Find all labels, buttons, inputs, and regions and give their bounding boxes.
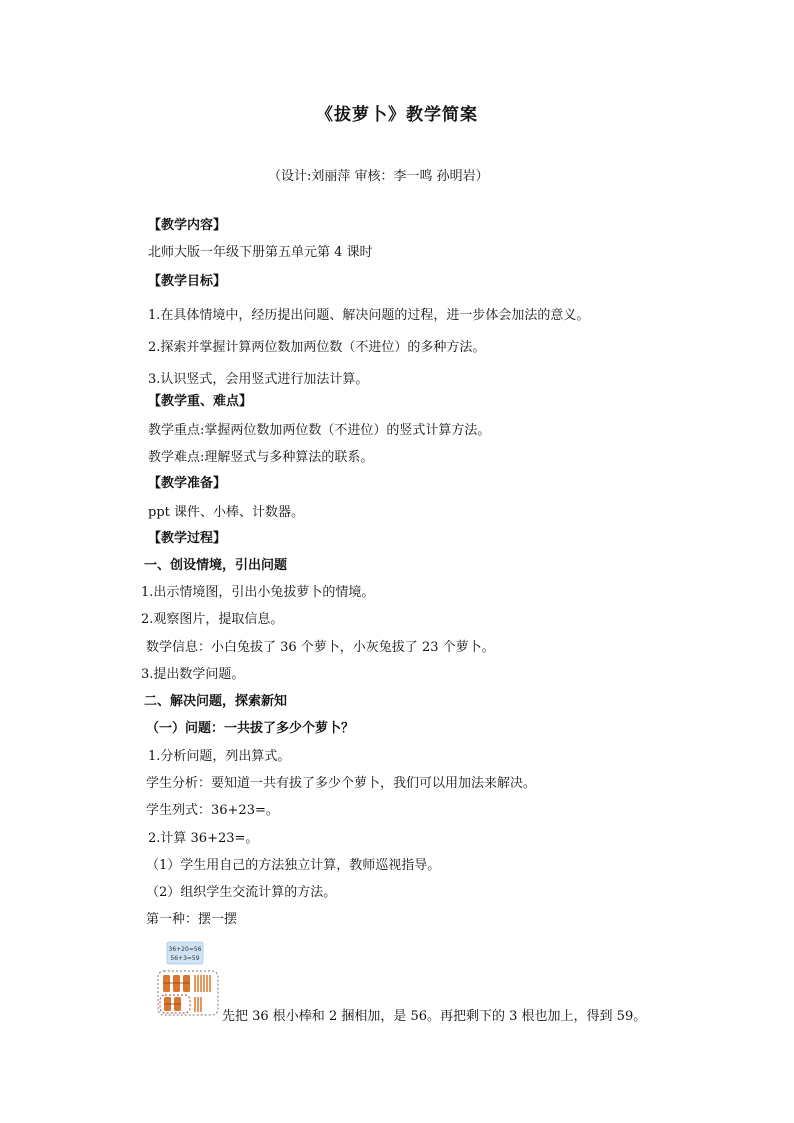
stick-bundle-icon [183, 975, 190, 992]
q1-step2: 2.计算 36+23=。 [148, 831, 259, 846]
single-sticks [195, 975, 210, 1012]
part1-step2: 2.观察图片，提取信息。 [141, 612, 284, 627]
goal-2: 2.探索并掌握计算两位数加两位数（不进位）的多种方法。 [148, 340, 486, 355]
credit-line: （设计:刘丽萍 审核：李一鸣 孙明岩） [268, 169, 489, 184]
q1-step2-b: （2）组织学生交流计算的方法。 [146, 885, 337, 900]
q1-step2-a: （1）学生用自己的方法独立计算，教师巡视指导。 [146, 858, 441, 873]
heading-key-difficult: 【教学重、难点】 [148, 394, 253, 409]
teaching-prep-text: ppt 课件、小棒、计数器。 [148, 505, 305, 520]
method1-description: 先把 36 根小棒和 2 捆相加，是 56。再把剩下的 3 根也加上，得到 59。 [222, 1009, 647, 1024]
equation-line-2: 56+3=59 [170, 955, 200, 962]
goal-3: 3.认识竖式，会用竖式进行加法计算。 [148, 372, 369, 387]
difficult-point: 教学难点:理解竖式与多种算法的联系。 [148, 450, 374, 465]
heading-teaching-prep: 【教学准备】 [148, 476, 227, 491]
q1-student-analysis: 学生分析：要知道一共有拔了多少个萝卜，我们可以用加法来解决。 [146, 776, 537, 791]
part1-step1: 1.出示情境图，引出小兔拔萝卜的情境。 [141, 585, 375, 600]
heading-teaching-goals: 【教学目标】 [148, 274, 227, 289]
key-point: 教学重点:掌握两位数加两位数（不进位）的竖式计算方法。 [148, 423, 491, 438]
q1-step1: 1.分析问题，列出算式。 [148, 749, 291, 764]
equation-line-1: 36+20=56 [168, 946, 202, 953]
heading-teaching-process: 【教学过程】 [148, 531, 227, 546]
heading-teaching-content: 【教学内容】 [148, 218, 227, 233]
question1-heading: （一）问题：一共拔了多少个萝卜？ [146, 721, 355, 736]
stick-bundle-icon [163, 975, 170, 992]
part1-heading: 一、创设情境，引出问题 [144, 558, 288, 573]
counting-sticks-illustration [155, 940, 225, 1020]
teaching-content-text: 北师大版一年级下册第五单元第 4 课时 [148, 245, 373, 260]
goal-1: 1.在具体情境中，经历提出问题、解决问题的过程，进一步体会加法的意义。 [148, 308, 590, 323]
stick-bundles [163, 975, 190, 1011]
document-title: 《拔萝卜》教学简案 [316, 105, 478, 125]
part1-math-info: 数学信息：小白兔拔了 36 个萝卜，小灰兔拔了 23 个萝卜。 [146, 640, 495, 655]
stick-bundle-icon [173, 975, 180, 992]
part2-heading: 二、解决问题，探索新知 [144, 694, 288, 709]
part1-step3: 3.提出数学问题。 [141, 667, 245, 682]
method1-label: 第一种：摆一摆 [146, 912, 238, 927]
q1-student-formula: 学生列式：36+23=。 [146, 803, 279, 818]
